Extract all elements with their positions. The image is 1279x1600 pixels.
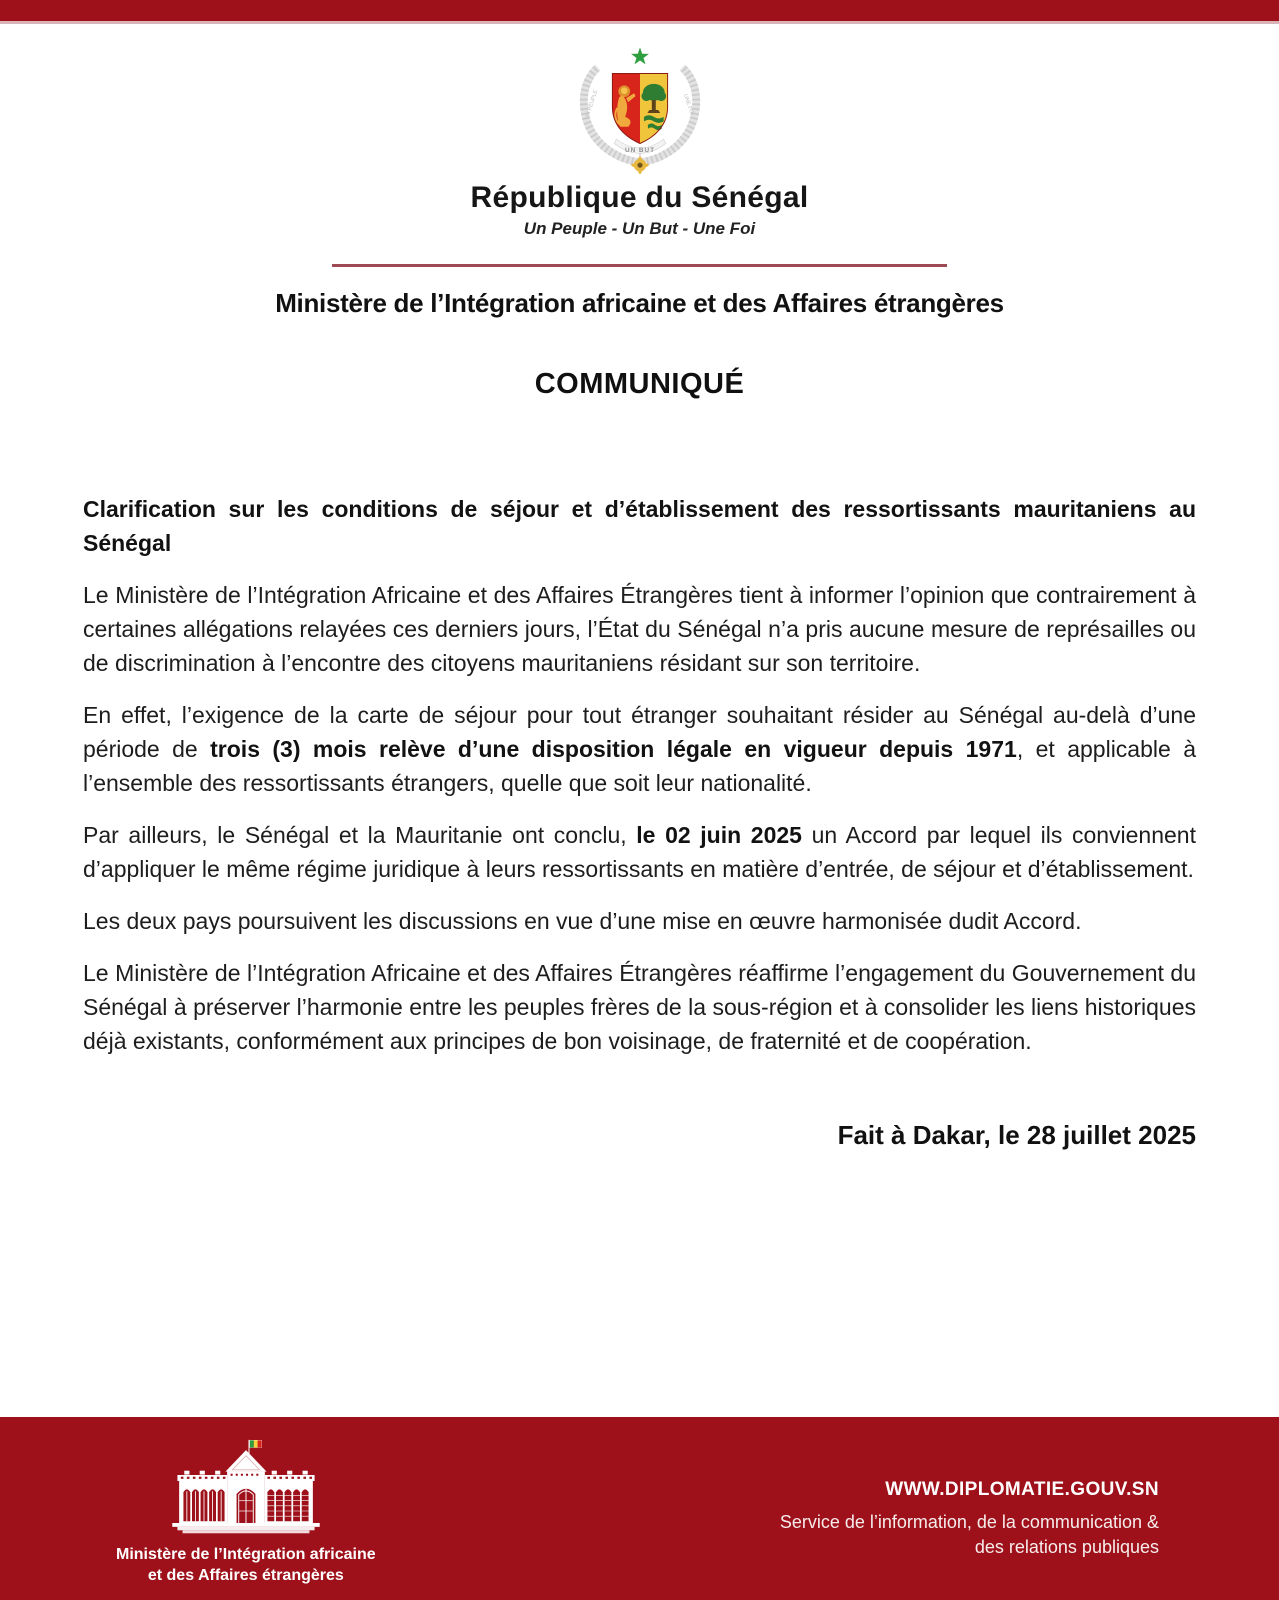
ministry-title: Ministère de l’Intégration africaine et des Affaires étrangères [275,288,1004,318]
footer [0,1417,1279,1600]
footer-left-block [116,1439,376,1586]
emblem-right-motto: UNE FOI [681,93,695,117]
paragraph-4: Les deux pays poursuivent les discussions en vue d’une mise en œuvre harmonisée dudit Accord. [83,908,1082,934]
ministry-building-icon [160,1439,332,1535]
dateline: Fait à Dakar, le 28 juillet 2025 [837,1120,1196,1150]
top-red-bar [0,0,1279,24]
footer-right-block [780,1479,1159,1560]
emblem-left-motto: UN PEUPLE [583,89,599,121]
communique-title: COMMUNIQUÉ [534,368,745,400]
national-motto: Un Peuple - Un But - Une Foi [523,219,756,238]
paragraph-2-bold: trois (3) mois relève d’une disposition légale en vigueur depuis 1971 [210,736,1017,762]
emblem-banner-text: UN BUT [624,146,655,154]
paragraph-1: Le Ministère de l’Intégration Africaine et des Affaires Étrangères tient à informer l’opinion que contrairement à certaines allégations relayées ces derniers jours, l’État du Sénégal n’a pris aucune mesure de représailles ou de discrimination à l’encontre des citoyens mauritaniens résidant sur son territoire. [83,582,1196,676]
footer-service-line1: Service de l’information, de la communication & [779,1512,1159,1532]
paragraph-2 [83,698,1196,800]
header [0,27,1279,319]
paragraph-3-bold: le 02 juin 2025 [636,822,802,848]
paragraph-3 [83,818,1196,886]
footer-ministry-line1: Ministère de l’Intégration africaine [116,1546,376,1563]
republic-title: République du Sénégal [470,181,809,214]
paragraph-2-post: , et applicable à l’ensemble des ressortissants étrangers, quelle que soit leur nationalité. [83,736,1196,796]
green-star-icon [631,47,649,64]
separator-line [332,264,947,267]
senegal-coat-of-arms-icon [571,43,709,175]
paragraph-5: Le Ministère de l’Intégration Africaine et des Affaires Étrangères réaffirme l’engagement du Gouvernement du Sénégal à préserver l’harmonie entre les peuples frères de la sous-région et à consolider les liens historiques déjà existants, conformément aux principes de bon voisinage, de fraternité et de coopération. [83,960,1196,1054]
subject-line: Clarification sur les conditions de séjour et d’établissement des ressortissants mauritaniens au Sénégal [83,496,1196,556]
footer-service-line2: des relations publiques [974,1537,1159,1557]
footer-ministry-line2: et des Affaires étrangères [147,1567,344,1584]
communique-body [83,492,1196,1152]
senegal-flag-icon [250,1440,262,1447]
paragraph-3-pre: Par ailleurs, le Sénégal et la Mauritanie ont conclu, [83,822,637,848]
paragraph-3-post: un Accord par lequel ils conviennent d’appliquer le même régime juridique à leurs ressortissants en matière d’entrée, de séjour et d’établissement. [83,822,1196,882]
paragraph-2-pre: En effet, l’exigence de la carte de séjour pour tout étranger souhaitant résider au Sénégal au-delà d’une période de [83,702,1196,762]
footer-website: WWW.DIPLOMATIE.GOUV.SN [885,1479,1159,1500]
